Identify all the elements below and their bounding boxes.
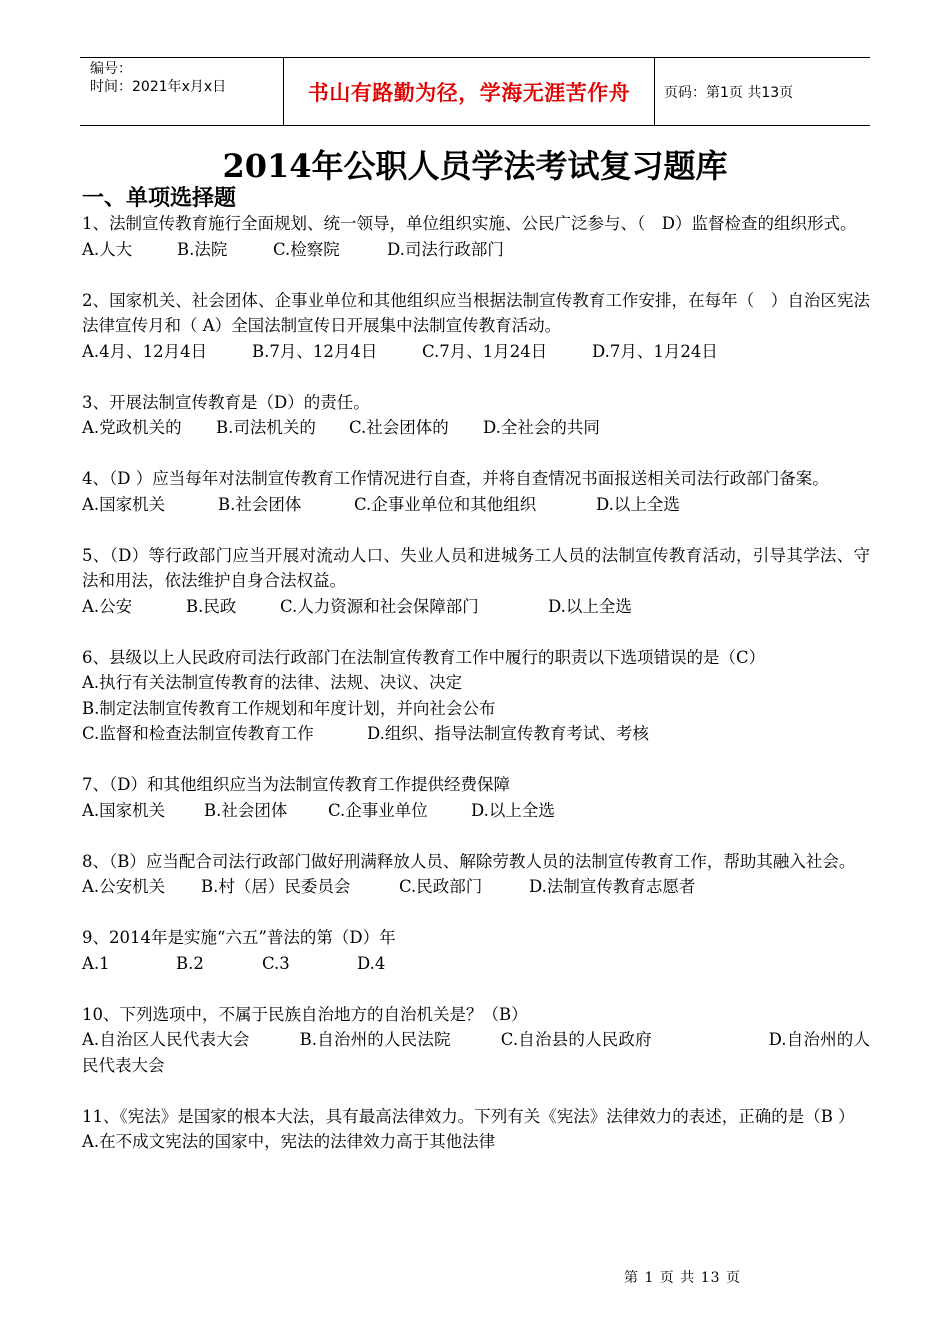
question-item xyxy=(82,1002,870,1079)
option-d: D.4 xyxy=(357,953,386,973)
question-options xyxy=(82,415,870,441)
question-options: A.自治区人民代表大会 B.自治州的人民法院 C.自治县的人民政府 D.自治州的人民代表大会 xyxy=(82,1030,870,1075)
question-item xyxy=(82,288,870,365)
question-list xyxy=(82,211,870,1155)
question-options xyxy=(82,237,870,263)
page-header xyxy=(80,57,870,126)
question-options xyxy=(82,951,870,977)
option-a: A.公安 xyxy=(82,596,133,616)
question-item xyxy=(82,645,870,747)
option-b: B.司法机关的 xyxy=(216,418,316,437)
option-b: B.村（居）民委员会 xyxy=(201,877,351,896)
option-a: A.国家机关 xyxy=(82,494,166,514)
option-c: C.民政部门 xyxy=(399,877,483,896)
option-d: D.司法行政部门 xyxy=(387,239,504,259)
option-a: A.党政机关的 xyxy=(82,418,182,437)
question-item xyxy=(82,211,870,262)
question-options xyxy=(82,594,870,620)
option-d: D.组织、指导法制宣传教育考试、考核 xyxy=(367,724,649,743)
page-footer: 第 1 页 共 13 页 xyxy=(624,1270,741,1286)
option-c: C.企事业单位和其他组织 xyxy=(354,494,537,514)
question-stem: 4、（D ）应当每年对法制宣传教育工作情况进行自查，并将自查情况书面报送相关司法行政部门备案。 xyxy=(82,469,829,488)
option-d: D.全社会的共同 xyxy=(483,418,600,437)
option-b: B.社会团体 xyxy=(204,800,288,820)
question-item xyxy=(82,390,870,441)
question-stem: 7、（D）和其他组织应当为法制宣传教育工作提供经费保障 xyxy=(82,775,510,794)
question-item xyxy=(82,466,870,517)
option-a: A.1 xyxy=(82,953,110,973)
question-options xyxy=(82,721,870,747)
header-motto: 书山有路勤为径，学海无涯苦作舟 xyxy=(283,58,655,125)
option-c: C.检察院 xyxy=(273,239,340,259)
option-a: A.执行有关法制宣传教育的法律、法规、决议、决定 xyxy=(82,673,463,692)
option-a: A.4月、12月4日 xyxy=(82,341,208,361)
option-c: C.3 xyxy=(262,953,290,973)
option-a: A.人大 xyxy=(82,239,133,259)
question-stem: 1、法制宣传教育施行全面规划、统一领导，单位组织实施、公民广泛参与、（ D）监督检查的组织形式。 xyxy=(82,214,857,233)
section-heading: 一、单项选择题 xyxy=(82,185,237,211)
option-c: C.社会团体的 xyxy=(349,418,449,437)
question-item xyxy=(82,925,870,976)
option-d: D.法制宣传教育志愿者 xyxy=(529,877,696,896)
option-d: D.以上全选 xyxy=(548,596,632,616)
question-stem: 9、2014年是实施“六五”普法的第（D）年 xyxy=(82,928,396,947)
option-c: C.监督和检查法制宣传教育工作 xyxy=(82,724,314,743)
option-c: C.企事业单位 xyxy=(328,800,428,820)
question-options xyxy=(82,492,870,518)
option-b: B.制定法制宣传教育工作规划和年度计划，并向社会公布 xyxy=(82,698,496,718)
question-options xyxy=(82,339,870,365)
option-d: D.以上全选 xyxy=(596,494,680,514)
option-b: B.7月、12月4日 xyxy=(252,341,378,361)
question-item xyxy=(82,1104,870,1155)
question-item xyxy=(82,849,870,900)
question-options xyxy=(82,798,870,824)
question-item xyxy=(82,772,870,823)
document-title: 2014年公职人员学法考试复习题库 xyxy=(222,147,728,185)
question-stem: 11、《宪法》是国家的根本大法，具有最高法律效力。下列有关《宪法》法律效力的表述，正确的是（B ） xyxy=(82,1106,855,1126)
document-time-label: 时间：2021年x月x日 xyxy=(90,79,227,95)
question-stem: 6、县级以上人民政府司法行政部门在法制宣传教育工作中履行的职责以下选项错误的是（C） xyxy=(82,647,766,667)
option-b: B.法院 xyxy=(177,239,228,259)
option-a: A.国家机关 xyxy=(82,800,166,820)
option-d: D.7月、1月24日 xyxy=(592,341,718,361)
option-a: A.公安机关 xyxy=(82,877,166,896)
document-number-label: 编号： xyxy=(90,61,132,77)
question-stem: 8、（B）应当配合司法行政部门做好刑满释放人员、解除劳教人员的法制宣传教育工作，帮助其融入社会。 xyxy=(82,851,856,871)
question-options xyxy=(82,1129,870,1155)
question-stem: 5、（D）等行政部门应当开展对流动人口、失业人员和进城务工人员的法制宣传教育活动，引导其学法、守法和用法，依法维护自身合法权益。 xyxy=(82,545,870,590)
question-stem: 3、开展法制宣传教育是（D）的责任。 xyxy=(82,392,370,412)
option-b: B.社会团体 xyxy=(218,494,302,514)
question-stem: 2、国家机关、社会团体、企事业单位和其他组织应当根据法制宣传教育工作安排，在每年（ ）自治区宪法法律宣传月和（ A）全国法制宣传日开展集中法制宣传教育活动。 xyxy=(82,290,870,335)
option-d: D.以上全选 xyxy=(471,800,555,820)
option-c: C.人力资源和社会保障部门 xyxy=(280,596,479,616)
option-c: C.7月、1月24日 xyxy=(422,341,548,361)
header-meta xyxy=(80,58,280,125)
header-page-info: 页码：第1页 共13页 xyxy=(664,84,794,101)
question-options xyxy=(82,670,870,696)
question-options xyxy=(82,696,870,722)
option-b: B.民政 xyxy=(186,596,237,616)
question-options xyxy=(82,874,870,900)
question-item xyxy=(82,543,870,620)
question-stem: 10、下列选项中，不属于民族自治地方的自治机关是？（B） xyxy=(82,1004,528,1024)
option-a: A.在不成文宪法的国家中，宪法的法律效力高于其他法律 xyxy=(82,1132,496,1151)
option-b: B.2 xyxy=(176,953,204,973)
